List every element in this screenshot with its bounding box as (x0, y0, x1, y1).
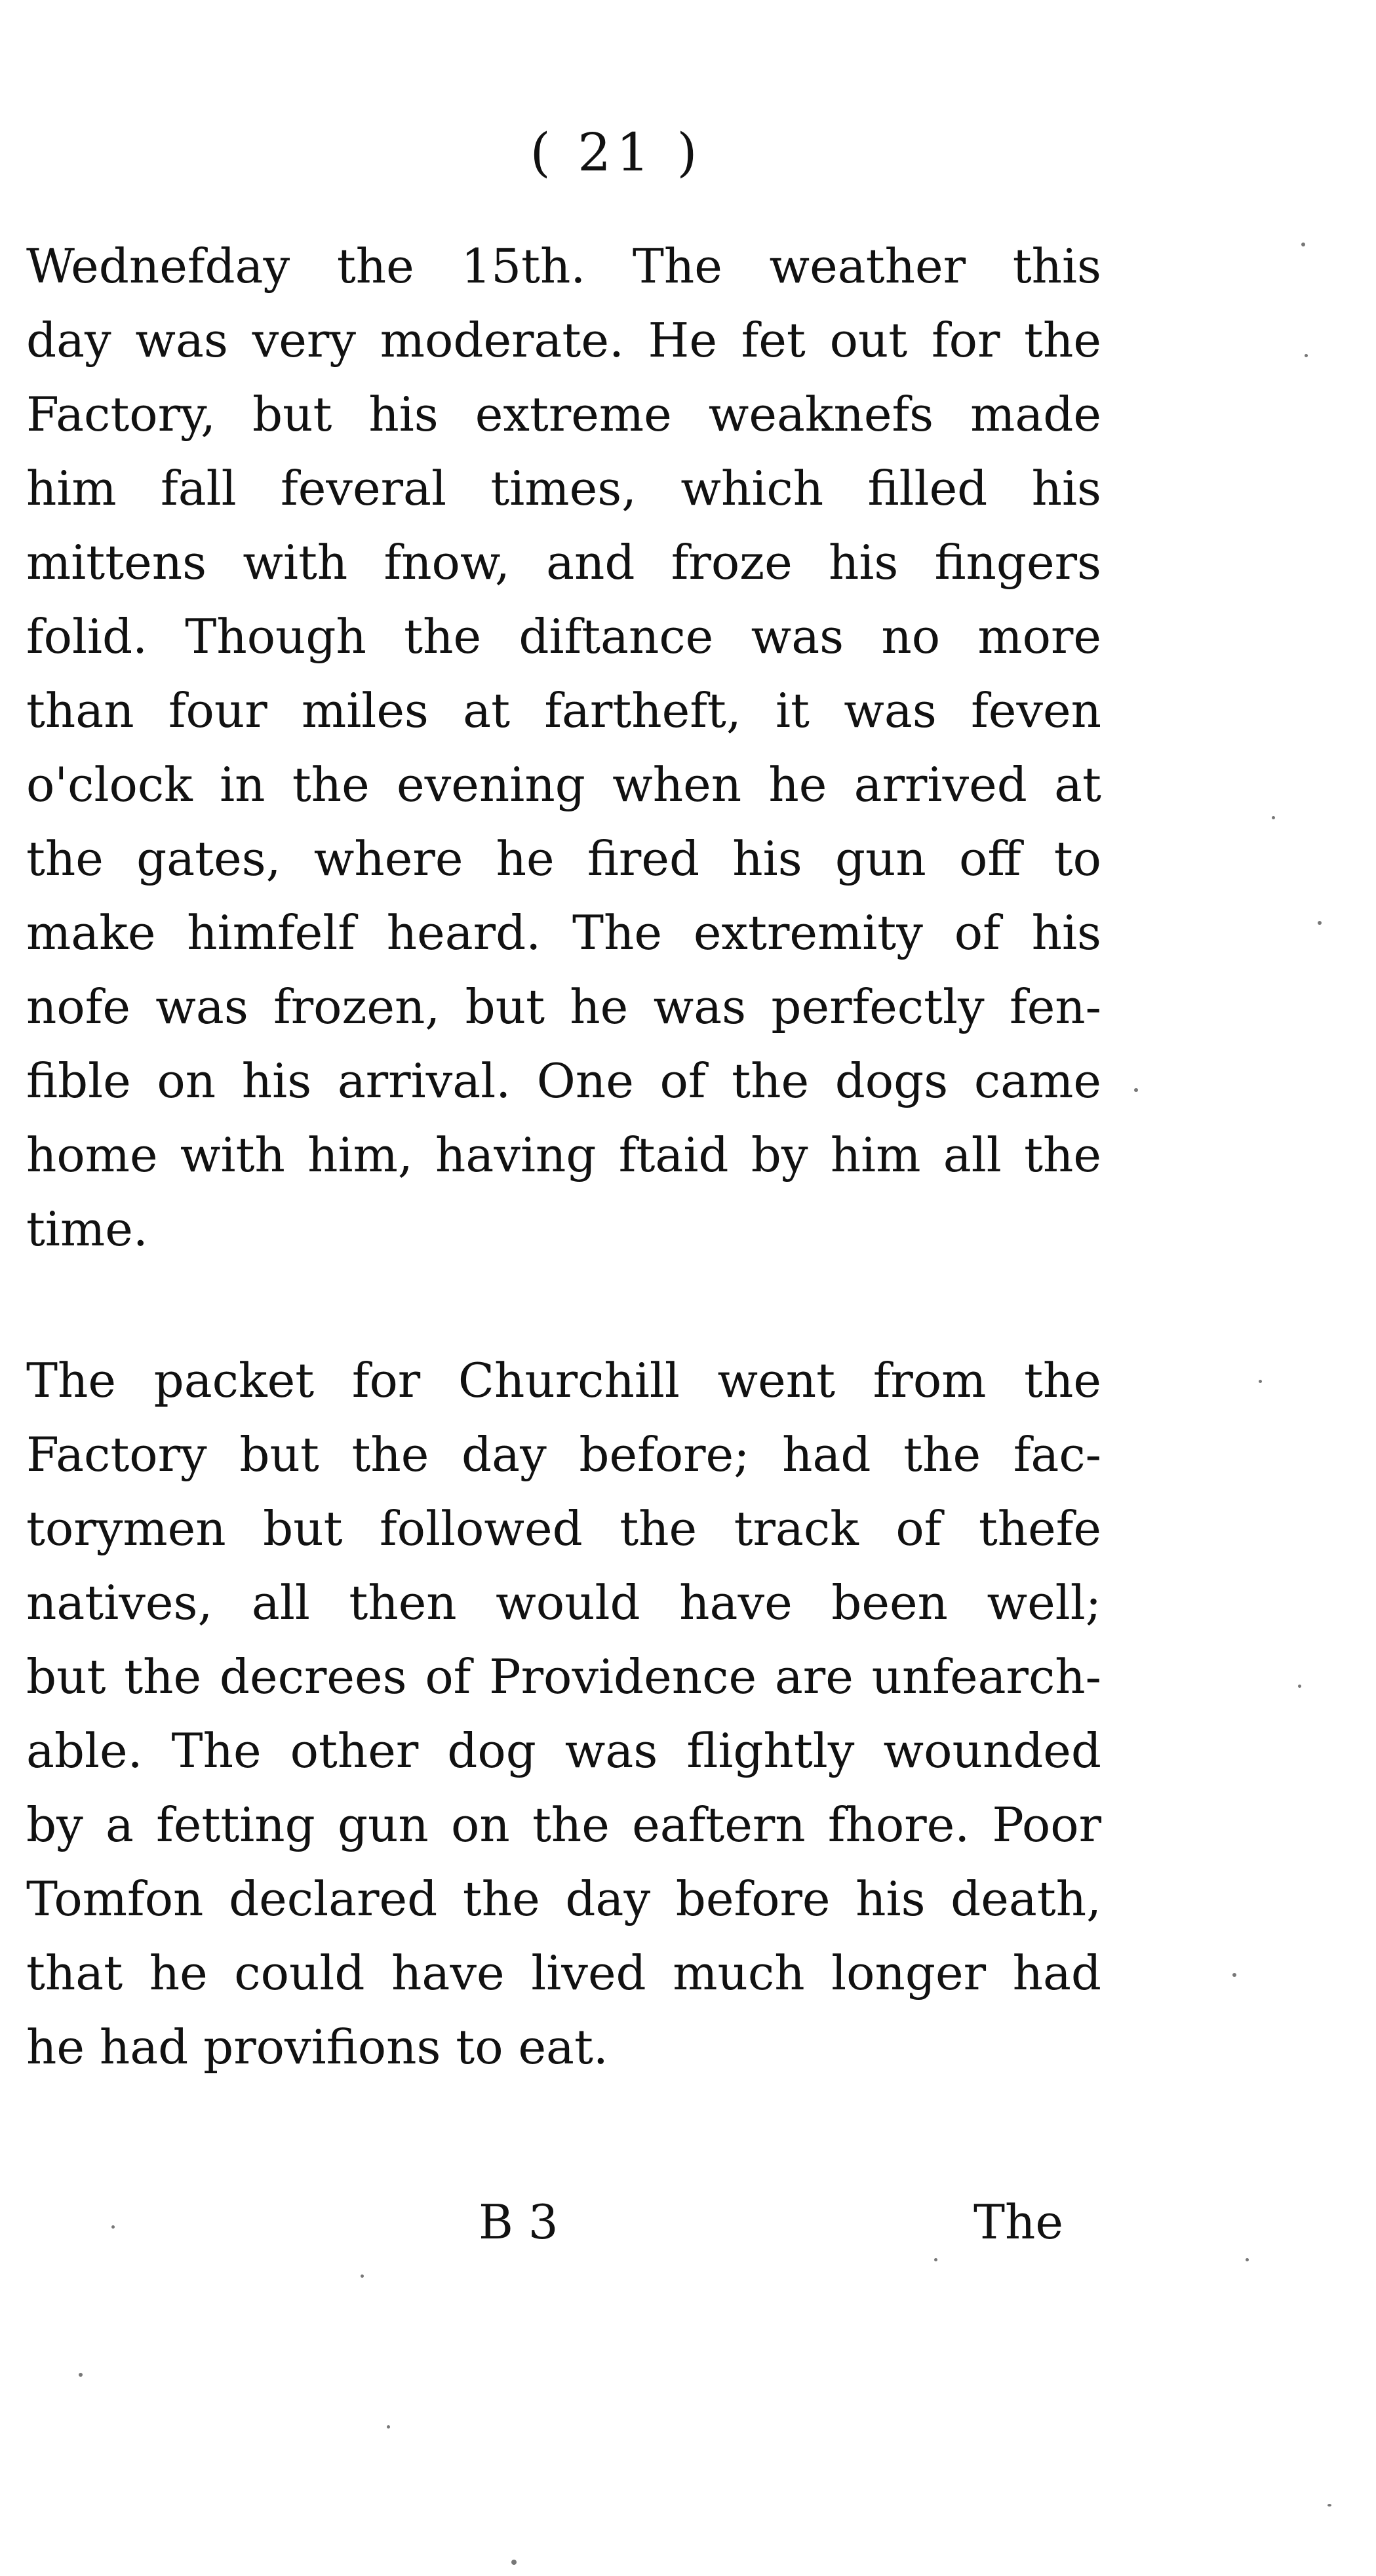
scan-speck (511, 2560, 517, 2565)
text-line: Wednefday the 15th. The weather this (26, 239, 1101, 294)
scan-speck (1246, 2258, 1249, 2261)
text-line: folid. Though the diftance was no more (26, 609, 1101, 664)
text-line: torymen but followed the track of thefe (26, 1501, 1101, 1556)
scan-speck (1259, 1380, 1262, 1383)
scan-speck (79, 2373, 83, 2377)
text-line: home with him, having ftaid by him all the (26, 1127, 1101, 1182)
text-line: Tomfon declared the day before his death, (26, 1871, 1101, 1926)
text-line: he had provifions to eat. (26, 2020, 608, 2075)
scan-speck (1134, 1088, 1138, 1092)
scan-speck (361, 2274, 364, 2278)
scan-speck (1318, 921, 1322, 925)
text-line: by a fetting gun on the eaftern fhore. Poor (26, 1797, 1101, 1852)
text-line: than four miles at fartheft, it was feven (26, 683, 1101, 738)
page-footer (0, 2183, 1376, 2261)
text-line: but the decrees of Providence are unfearch- (26, 1649, 1101, 1704)
scan-speck (111, 2225, 115, 2229)
text-line: make himfelf heard. The extremity of his (26, 905, 1101, 960)
text-line: natives, all then would have been well; (26, 1575, 1101, 1630)
scan-speck (1327, 2504, 1331, 2507)
text-line: The packet for Churchill went from the (26, 1353, 1101, 1408)
text-line: day was very moderate. He fet out for the (26, 313, 1101, 368)
catchword: The (973, 2195, 1064, 2250)
page-number: ( 21 ) (530, 122, 703, 183)
text-line: o'clock in the evening when he arrived at (26, 757, 1101, 812)
text-line: Factory but the day before; had the fac- (26, 1427, 1101, 1482)
signature-mark: B 3 (479, 2195, 559, 2250)
text-line: fible on his arrival. One of the dogs came (26, 1053, 1101, 1108)
text-line: him fall feveral times, which filled his (26, 461, 1101, 516)
scan-speck (1298, 1685, 1301, 1688)
scan-speck (1301, 243, 1305, 246)
text-line: Factory, but his extreme weaknefs made (26, 387, 1101, 442)
text-line: time. (26, 1201, 148, 1257)
scan-speck (1305, 354, 1308, 357)
scan-speck (1232, 1973, 1236, 1977)
text-line: able. The other dog was flightly wounded (26, 1723, 1101, 1778)
text-line: that he could have lived much longer had (26, 1945, 1101, 2000)
scan-speck (387, 2425, 390, 2429)
text-line: nofe was frozen, but he was perfectly fen- (26, 979, 1101, 1034)
scan-speck (1272, 816, 1275, 819)
scan-speck (934, 2258, 937, 2261)
text-line: the gates, where he fired his gun off to (26, 831, 1101, 886)
paragraph-1 (26, 229, 1101, 1266)
text-line: mittens with fnow, and froze his fingers (26, 535, 1101, 590)
paragraph-2 (26, 1344, 1101, 2084)
